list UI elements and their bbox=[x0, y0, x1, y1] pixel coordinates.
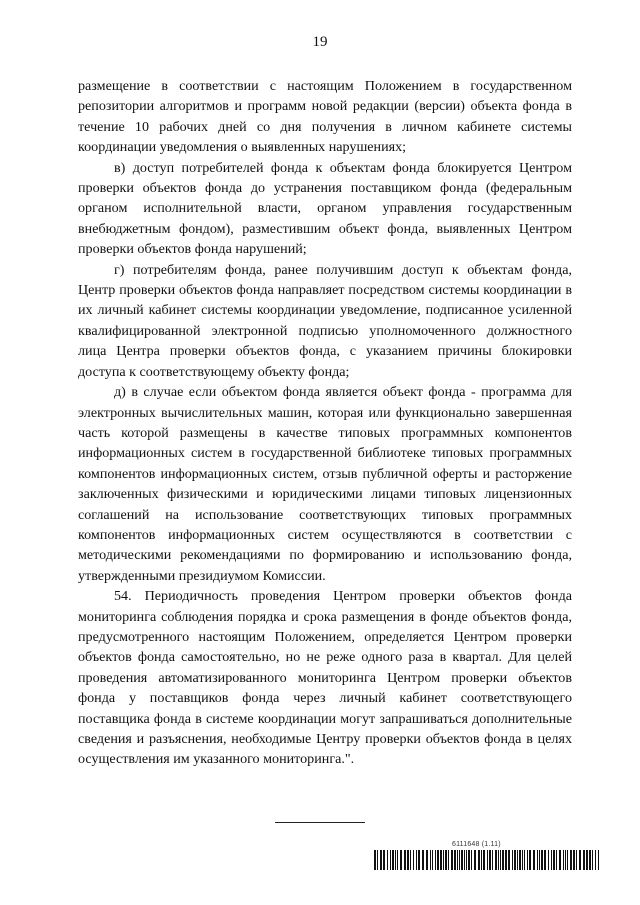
barcode-bar bbox=[407, 850, 409, 870]
barcode-bar bbox=[559, 850, 561, 870]
barcode-bar bbox=[387, 850, 388, 870]
barcode-bar bbox=[583, 850, 585, 870]
barcode-bar bbox=[595, 850, 596, 870]
barcode-bar bbox=[435, 850, 436, 870]
barcode-bar bbox=[522, 850, 523, 870]
barcode-bar bbox=[400, 850, 402, 870]
barcode-bar bbox=[390, 850, 391, 870]
barcode-bar bbox=[589, 850, 591, 870]
barcode-bar bbox=[483, 850, 485, 870]
barcode-bar bbox=[544, 850, 546, 870]
barcode-bar bbox=[418, 850, 420, 870]
barcode-bar bbox=[410, 850, 411, 870]
barcode-bar bbox=[524, 850, 525, 870]
barcode-bar bbox=[498, 850, 499, 870]
barcode-bar bbox=[404, 850, 406, 870]
barcode-bar bbox=[563, 850, 564, 870]
barcode-bar bbox=[576, 850, 577, 870]
barcode-bar bbox=[541, 850, 543, 870]
barcode-bar bbox=[466, 850, 467, 870]
barcode-bar bbox=[416, 850, 417, 870]
barcode-bar bbox=[492, 850, 493, 870]
barcode-bar bbox=[440, 850, 442, 870]
barcode-bar bbox=[468, 850, 470, 870]
barcode-bar bbox=[548, 850, 549, 870]
barcode-bar bbox=[573, 850, 575, 870]
barcode-bar bbox=[508, 850, 510, 870]
barcode-bar bbox=[553, 850, 555, 870]
barcode-bar bbox=[413, 850, 414, 870]
barcode-bar bbox=[377, 850, 378, 870]
barcode-bar bbox=[464, 850, 465, 870]
barcode-bar bbox=[565, 850, 566, 870]
barcode-bar bbox=[397, 850, 398, 870]
barcode-bar bbox=[551, 850, 552, 870]
barcode-bar bbox=[512, 850, 513, 870]
barcode-bar bbox=[495, 850, 497, 870]
barcode-bar bbox=[474, 850, 476, 870]
barcode-bar bbox=[529, 850, 531, 870]
barcode-bar bbox=[392, 850, 394, 870]
body-text bbox=[78, 76, 572, 770]
barcode-bar bbox=[517, 850, 518, 870]
barcode-bar bbox=[533, 850, 535, 870]
paragraph-item-d: д) в случае если объектом фонда является объект фонда - программа для электронных вычислительных машин, которая или функционально завершенная часть которой размещены в качестве типовых программных компонентов информационных систем в государственной библиотеке типовых программных компонентов информационных систем, отзыв публичной оферты и расторжение заключенных физическими и юридическими лицами типовых лицензионных соглашений на использование соответствующих типовых программных компонентов информационных систем осуществляются в соответствии с методическими рекомендациями по формированию и использованию фонда, утвержденными президиумом Комиссии. bbox=[78, 384, 572, 584]
barcode-bar bbox=[430, 850, 431, 870]
barcode-bar bbox=[432, 850, 433, 870]
barcode-bar bbox=[489, 850, 491, 870]
barcode-bar bbox=[487, 850, 488, 870]
barcode-bar bbox=[374, 850, 376, 870]
barcode-bar bbox=[505, 850, 507, 870]
barcode-bar bbox=[527, 850, 528, 870]
barcode-bar bbox=[556, 850, 557, 870]
barcode-bar bbox=[437, 850, 439, 870]
barcode-bar bbox=[451, 850, 453, 870]
barcode-bar bbox=[502, 850, 504, 870]
barcode-bar bbox=[380, 850, 382, 870]
barcode-bar bbox=[443, 850, 444, 870]
barcode-bar bbox=[567, 850, 568, 870]
barcode-bar bbox=[422, 850, 424, 870]
barcode-id: 6111648 (1.11) bbox=[452, 841, 501, 848]
barcode-bar bbox=[457, 850, 458, 870]
barcode-bar bbox=[519, 850, 521, 870]
barcode-bar bbox=[586, 850, 588, 870]
barcode-bar bbox=[454, 850, 456, 870]
barcode-bar bbox=[383, 850, 385, 870]
end-separator-line bbox=[275, 822, 365, 823]
barcode-bar bbox=[481, 850, 482, 870]
barcode-bar bbox=[395, 850, 396, 870]
barcode-bar bbox=[592, 850, 593, 870]
barcode-bar bbox=[461, 850, 463, 870]
barcode-bar bbox=[539, 850, 540, 870]
paragraph-item-v: в) доступ потребителей фонда к объектам фонда блокируется Центром проверки объектов фонда до устранения поставщиком фонда (федеральным органом исполнительной власти, органом управления государственным внебюджетным фондом), разместившим объект фонда, выявленных Центром проверки объектов фонда нарушений; bbox=[78, 159, 572, 258]
barcode-bar bbox=[478, 850, 480, 870]
barcode-bar bbox=[471, 850, 472, 870]
barcode-bar bbox=[598, 850, 599, 870]
barcode-bar bbox=[448, 850, 449, 870]
barcode-bar bbox=[459, 850, 460, 870]
barcode-bar bbox=[426, 850, 428, 870]
paragraph-continuation: размещение в соответствии с настоящим Положением в государственном репозитории алгоритмов и программ новой редакции (версии) объекта фонда в течение 10 рабочих дней со дня получения в личном кабинете системы координации уведомления о выявленных нарушениях; bbox=[78, 78, 572, 156]
barcode-bar bbox=[445, 850, 447, 870]
barcode-bar bbox=[579, 850, 581, 870]
paragraph-54: 54. Периодичность проведения Центром проверки объектов фонда мониторинга соблюдения порядка и срока размещения в фонде объектов фонда, предусмотренного настоящим Положением, определяется Центром проверки объектов фонда самостоятельно, но не реже одного раза в квартал. Для целей проведения автоматизированного мониторинга Центром проверки объектов фонда у поставщиков фонда через личный кабинет соответствующего поставщика фонда в системе координации могут запрашиваться дополнительные сведения и разъяснения, необходимые Центру проверки объектов фонда в целях осуществления им указанного мониторинга.". bbox=[78, 588, 572, 768]
barcode bbox=[374, 850, 600, 870]
barcode-bar bbox=[537, 850, 538, 870]
barcode-bar bbox=[514, 850, 516, 870]
barcode-bar bbox=[570, 850, 572, 870]
page-number: 19 bbox=[312, 34, 328, 50]
barcode-bar bbox=[500, 850, 501, 870]
paragraph-item-g: г) потребителям фонда, ранее получившим доступ к объектам фонда, Центр проверки объектов фонда направляет посредством системы координации в их личный кабинет системы координации уведомление, подписанное усиленной квалифицированной электронной подписью уполномоченного должностного лица Центра проверки объектов фонда, с указанием причины блокировки доступа к соответствующему объекту фонда; bbox=[78, 261, 572, 380]
